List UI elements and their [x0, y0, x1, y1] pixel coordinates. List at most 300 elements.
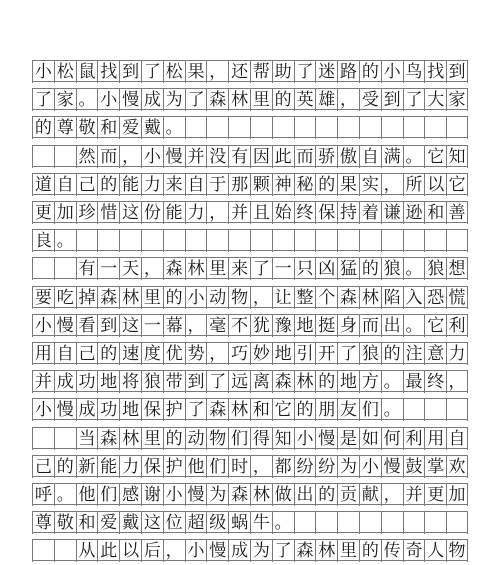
- grid-cell: ，: [337, 89, 359, 111]
- grid-cell: [337, 512, 359, 534]
- grid-cell: 尊: [54, 117, 76, 139]
- grid-cell: ，: [141, 258, 163, 280]
- grid-cell: 意: [424, 343, 446, 365]
- grid-row: [32, 455, 468, 477]
- grid-cell: 一: [141, 315, 163, 337]
- grid-cell: [97, 230, 119, 252]
- grid-cell: 这: [119, 315, 141, 337]
- grid-cell: 森: [337, 287, 359, 309]
- grid-cell: 保: [141, 456, 163, 478]
- grid-cell: 猛: [337, 258, 359, 280]
- grid-row: [32, 116, 468, 138]
- grid-cell: 和: [76, 512, 98, 534]
- grid-cell: 小: [381, 61, 403, 83]
- grid-cell: 果: [337, 174, 359, 196]
- grid-cell: 没: [206, 146, 228, 168]
- grid-cell: 的: [359, 61, 381, 83]
- grid-cell: [206, 230, 228, 252]
- grid-cell: 果: [185, 61, 207, 83]
- grid-cell: 只: [294, 258, 316, 280]
- grid-cell: 成: [141, 89, 163, 111]
- grid-cell: [446, 230, 468, 252]
- grid-cell: 森: [206, 89, 228, 111]
- grid-paper: [32, 60, 468, 565]
- grid-cell: 他: [76, 484, 98, 506]
- grid-cell: 林: [359, 287, 381, 309]
- grid-cell: [206, 117, 228, 139]
- grid-cell: 。: [54, 484, 76, 506]
- grid-cell: 以: [119, 540, 141, 562]
- grid-cell: 它: [446, 174, 468, 196]
- grid-cell: 己: [76, 174, 98, 196]
- grid-cell: 里: [141, 287, 163, 309]
- grid-cell: 友: [337, 399, 359, 421]
- grid-cell: 林: [119, 287, 141, 309]
- grid-cell: 以: [424, 174, 446, 196]
- grid-cell: 此: [272, 146, 294, 168]
- grid-cell: 和: [250, 399, 272, 421]
- grid-cell: 时: [228, 456, 250, 478]
- grid-cell: 森: [97, 428, 119, 450]
- grid-cell: 们: [97, 484, 119, 506]
- grid-cell: 里: [337, 540, 359, 562]
- grid-cell: 的: [163, 428, 185, 450]
- grid-cell: 来: [163, 174, 185, 196]
- grid-cell: 此: [97, 540, 119, 562]
- grid-cell: 善: [446, 202, 468, 224]
- grid-cell: 纷: [294, 456, 316, 478]
- grid-cell: 谢: [141, 484, 163, 506]
- grid-cell: 力: [446, 343, 468, 365]
- grid-cell: 当: [76, 428, 98, 450]
- grid-row: [32, 427, 468, 449]
- grid-cell: 森: [163, 258, 185, 280]
- grid-cell: ，: [163, 540, 185, 562]
- grid-cell: 都: [272, 456, 294, 478]
- grid-cell: 物: [446, 540, 468, 562]
- grid-cell: [54, 258, 76, 280]
- grid-cell: 功: [97, 399, 119, 421]
- grid-cell: ，: [206, 343, 228, 365]
- grid-cell: 小: [32, 315, 54, 337]
- grid-cell: 的: [381, 343, 403, 365]
- grid-cell: 森: [97, 287, 119, 309]
- grid-cell: 有: [228, 146, 250, 168]
- grid-cell: 了: [337, 343, 359, 365]
- grid-cell: 功: [76, 371, 98, 393]
- grid-cell: 入: [403, 287, 425, 309]
- grid-cell: 带: [163, 371, 185, 393]
- grid-cell: 它: [272, 399, 294, 421]
- grid-row: [32, 314, 468, 336]
- grid-cell: 豫: [272, 315, 294, 337]
- grid-cell: 利: [446, 315, 468, 337]
- grid-cell: 慢: [315, 428, 337, 450]
- grid-row: [32, 483, 468, 505]
- grid-cell: [185, 230, 207, 252]
- grid-cell: 护: [163, 399, 185, 421]
- grid-cell: 的: [359, 258, 381, 280]
- grid-cell: 的: [315, 174, 337, 196]
- grid-cell: 并: [32, 371, 54, 393]
- grid-cell: 森: [206, 399, 228, 421]
- grid-row: [32, 370, 468, 392]
- grid-cell: 骄: [315, 146, 337, 168]
- grid-cell: [359, 117, 381, 139]
- grid-cell: 份: [141, 202, 163, 224]
- grid-cell: 到: [97, 315, 119, 337]
- grid-cell: 所: [403, 174, 425, 196]
- grid-cell: [424, 230, 446, 252]
- grid-cell: 物: [228, 287, 250, 309]
- grid-cell: 巧: [228, 343, 250, 365]
- grid-cell: [381, 117, 403, 139]
- grid-cell: 的: [294, 399, 316, 421]
- grid-row: [32, 539, 468, 561]
- grid-cell: 。: [403, 146, 425, 168]
- grid-cell: 终: [424, 371, 446, 393]
- grid-cell: 了: [32, 89, 54, 111]
- grid-cell: 它: [424, 315, 446, 337]
- grid-cell: 慢: [206, 540, 228, 562]
- grid-row: [32, 342, 468, 364]
- grid-cell: 毫: [206, 315, 228, 337]
- grid-cell: 鸟: [403, 61, 425, 83]
- grid-cell: 自: [54, 174, 76, 196]
- grid-cell: 和: [97, 117, 119, 139]
- grid-cell: [32, 428, 54, 450]
- grid-cell: ，: [250, 287, 272, 309]
- grid-cell: 如: [359, 428, 381, 450]
- grid-cell: 注: [403, 343, 425, 365]
- grid-cell: 人: [424, 540, 446, 562]
- grid-cell: 林: [294, 371, 316, 393]
- grid-cell: 自: [54, 343, 76, 365]
- grid-cell: 速: [119, 343, 141, 365]
- grid-cell: 让: [272, 287, 294, 309]
- grid-cell: 小: [32, 61, 54, 83]
- grid-cell: 远: [228, 371, 250, 393]
- grid-cell: 助: [272, 61, 294, 83]
- grid-cell: ，: [206, 61, 228, 83]
- grid-cell: 成: [54, 371, 76, 393]
- grid-cell: [359, 230, 381, 252]
- grid-row: [32, 229, 468, 251]
- grid-row: [32, 88, 468, 110]
- grid-cell: 。: [403, 258, 425, 280]
- grid-row: [32, 286, 468, 308]
- grid-cell: 利: [403, 428, 425, 450]
- grid-cell: 爱: [97, 512, 119, 534]
- grid-cell: [359, 512, 381, 534]
- grid-cell: 来: [228, 258, 250, 280]
- grid-cell: 欢: [446, 456, 468, 478]
- grid-cell: 加: [54, 202, 76, 224]
- grid-cell: 敬: [54, 512, 76, 534]
- grid-cell: 小: [185, 540, 207, 562]
- grid-cell: 家: [54, 89, 76, 111]
- grid-cell: [119, 230, 141, 252]
- grid-cell: 还: [228, 61, 250, 83]
- grid-cell: 林: [185, 258, 207, 280]
- grid-cell: 林: [250, 484, 272, 506]
- grid-cell: 。: [163, 117, 185, 139]
- grid-cell: 里: [206, 258, 228, 280]
- grid-cell: 里: [141, 428, 163, 450]
- grid-cell: ，: [250, 456, 272, 478]
- grid-cell: 凶: [315, 258, 337, 280]
- grid-cell: 敬: [76, 117, 98, 139]
- grid-cell: 始: [272, 202, 294, 224]
- grid-cell: 了: [141, 61, 163, 83]
- grid-cell: 了: [294, 61, 316, 83]
- grid-cell: 道: [32, 174, 54, 196]
- grid-cell: 一: [272, 258, 294, 280]
- grid-cell: [32, 146, 54, 168]
- grid-cell: 纷: [315, 456, 337, 478]
- grid-cell: 离: [250, 371, 272, 393]
- grid-cell: 出: [381, 315, 403, 337]
- grid-cell: 掉: [76, 287, 98, 309]
- grid-cell: 位: [163, 512, 185, 534]
- grid-cell: 超: [185, 512, 207, 534]
- grid-cell: 林: [228, 399, 250, 421]
- grid-cell: 自: [185, 174, 207, 196]
- grid-cell: ，: [381, 174, 403, 196]
- grid-cell: [337, 117, 359, 139]
- grid-cell: [163, 230, 185, 252]
- grid-cell: 得: [250, 428, 272, 450]
- grid-cell: 度: [141, 343, 163, 365]
- grid-cell: 优: [163, 343, 185, 365]
- grid-cell: 将: [119, 371, 141, 393]
- grid-cell: [228, 230, 250, 252]
- grid-cell: [32, 258, 54, 280]
- grid-cell: 这: [119, 202, 141, 224]
- grid-cell: 挺: [315, 315, 337, 337]
- grid-cell: 自: [446, 428, 468, 450]
- grid-cell: 。: [76, 89, 98, 111]
- grid-cell: 动: [206, 287, 228, 309]
- grid-cell: 引: [294, 343, 316, 365]
- grid-cell: 帮: [250, 61, 272, 83]
- grid-cell: 的: [54, 456, 76, 478]
- grid-cell: 狼: [424, 258, 446, 280]
- grid-cell: 贡: [337, 484, 359, 506]
- grid-cell: 鼓: [403, 456, 425, 478]
- grid-cell: 的: [315, 371, 337, 393]
- grid-cell: 神: [272, 174, 294, 196]
- grid-cell: [294, 230, 316, 252]
- grid-cell: 慢: [185, 484, 207, 506]
- grid-cell: 鼠: [76, 61, 98, 83]
- grid-cell: 更: [32, 202, 54, 224]
- grid-cell: 为: [337, 456, 359, 478]
- grid-cell: 小: [185, 287, 207, 309]
- grid-cell: [54, 428, 76, 450]
- grid-cell: 能: [163, 202, 185, 224]
- grid-cell: 自: [359, 146, 381, 168]
- grid-cell: 最: [403, 371, 425, 393]
- grid-cell: 狼: [359, 343, 381, 365]
- grid-cell: 然: [76, 146, 98, 168]
- grid-cell: 英: [294, 89, 316, 111]
- grid-cell: 己: [76, 343, 98, 365]
- grid-cell: [381, 512, 403, 534]
- grid-cell: 地: [272, 343, 294, 365]
- grid-cell: 呼: [32, 484, 54, 506]
- grid-cell: 里: [250, 89, 272, 111]
- grid-cell: [315, 512, 337, 534]
- grid-cell: 小: [32, 399, 54, 421]
- grid-cell: 于: [206, 174, 228, 196]
- grid-cell: 林: [119, 428, 141, 450]
- grid-cell: 。: [381, 399, 403, 421]
- grid-cell: 成: [76, 399, 98, 421]
- grid-cell: 一: [97, 258, 119, 280]
- grid-cell: [446, 512, 468, 534]
- grid-cell: [294, 512, 316, 534]
- grid-cell: ，: [185, 315, 207, 337]
- grid-cell: 狼: [141, 371, 163, 393]
- grid-cell: 力: [141, 174, 163, 196]
- grid-cell: 小: [359, 456, 381, 478]
- grid-cell: 不: [228, 315, 250, 337]
- grid-cell: 那: [228, 174, 250, 196]
- grid-cell: ，: [206, 202, 228, 224]
- grid-cell: 天: [119, 258, 141, 280]
- grid-cell: 森: [228, 484, 250, 506]
- grid-cell: 找: [424, 61, 446, 83]
- grid-cell: [403, 399, 425, 421]
- grid-cell: 慢: [54, 315, 76, 337]
- grid-cell: 秘: [294, 174, 316, 196]
- grid-cell: 颗: [250, 174, 272, 196]
- grid-cell: 势: [185, 343, 207, 365]
- grid-cell: 受: [359, 89, 381, 111]
- grid-cell: 慢: [163, 146, 185, 168]
- grid-cell: 尊: [32, 512, 54, 534]
- grid-cell: 保: [141, 399, 163, 421]
- grid-cell: 实: [359, 174, 381, 196]
- grid-cell: 的: [97, 343, 119, 365]
- grid-cell: 的: [163, 287, 185, 309]
- grid-cell: [381, 230, 403, 252]
- grid-cell: 森: [272, 371, 294, 393]
- grid-cell: 恐: [424, 287, 446, 309]
- grid-cell: 地: [337, 371, 359, 393]
- grid-cell: 路: [337, 61, 359, 83]
- grid-cell: 到: [446, 61, 468, 83]
- grid-cell: [403, 117, 425, 139]
- grid-cell: 到: [381, 89, 403, 111]
- grid-cell: 身: [337, 315, 359, 337]
- grid-cell: 想: [446, 258, 468, 280]
- grid-row: [32, 60, 468, 82]
- grid-cell: 了: [185, 399, 207, 421]
- grid-cell: 护: [163, 456, 185, 478]
- grid-cell: 慌: [446, 287, 468, 309]
- grid-cell: 是: [337, 428, 359, 450]
- grid-cell: 用: [424, 428, 446, 450]
- grid-cell: 更: [424, 484, 446, 506]
- grid-cell: 为: [163, 89, 185, 111]
- grid-cell: 感: [119, 484, 141, 506]
- grid-cell: 力: [185, 202, 207, 224]
- grid-cell: 整: [294, 287, 316, 309]
- grid-cell: [403, 512, 425, 534]
- grid-cell: 的: [32, 117, 54, 139]
- grid-cell: 动: [185, 428, 207, 450]
- grid-cell: 的: [272, 89, 294, 111]
- grid-row: [32, 398, 468, 420]
- grid-cell: 戴: [141, 117, 163, 139]
- grid-cell: [315, 117, 337, 139]
- grid-cell: 小: [294, 428, 316, 450]
- grid-cell: 个: [315, 287, 337, 309]
- grid-cell: [54, 146, 76, 168]
- grid-cell: 狼: [381, 258, 403, 280]
- grid-cell: 逊: [403, 202, 425, 224]
- grid-cell: 森: [294, 540, 316, 562]
- grid-cell: 加: [446, 484, 468, 506]
- grid-cell: 掌: [424, 456, 446, 478]
- grid-cell: 傲: [337, 146, 359, 168]
- grid-cell: 持: [337, 202, 359, 224]
- grid-cell: 的: [359, 540, 381, 562]
- grid-cell: [54, 540, 76, 562]
- grid-cell: [228, 117, 250, 139]
- grid-row: [32, 173, 468, 195]
- grid-cell: ，: [381, 484, 403, 506]
- grid-cell: 和: [424, 202, 446, 224]
- grid-cell: 有: [76, 258, 98, 280]
- grid-cell: [315, 230, 337, 252]
- grid-cell: 并: [228, 202, 250, 224]
- grid-cell: 并: [403, 484, 425, 506]
- grid-cell: [76, 230, 98, 252]
- grid-cell: 蜗: [228, 512, 250, 534]
- grid-cell: 为: [206, 484, 228, 506]
- grid-cell: [337, 230, 359, 252]
- grid-cell: 戴: [119, 512, 141, 534]
- grid-cell: 了: [272, 540, 294, 562]
- grid-cell: 。: [272, 512, 294, 534]
- grid-cell: 地: [97, 371, 119, 393]
- grid-cell: 雄: [315, 89, 337, 111]
- grid-cell: 出: [294, 484, 316, 506]
- grid-cell: 着: [359, 202, 381, 224]
- grid-cell: 终: [294, 202, 316, 224]
- grid-cell: 用: [32, 343, 54, 365]
- grid-cell: [32, 540, 54, 562]
- grid-cell: 的: [97, 174, 119, 196]
- grid-cell: 要: [32, 287, 54, 309]
- grid-cell: 了: [250, 258, 272, 280]
- grid-cell: 知: [446, 146, 468, 168]
- grid-cell: 新: [76, 456, 98, 478]
- grid-cell: 开: [315, 343, 337, 365]
- grid-cell: [294, 117, 316, 139]
- grid-cell: 而: [97, 146, 119, 168]
- grid-cell: 传: [381, 540, 403, 562]
- grid-cell: 们: [206, 456, 228, 478]
- grid-cell: 松: [163, 61, 185, 83]
- grid-cell: 成: [228, 540, 250, 562]
- grid-cell: 保: [315, 202, 337, 224]
- grid-cell: 们: [359, 399, 381, 421]
- grid-cell: [250, 230, 272, 252]
